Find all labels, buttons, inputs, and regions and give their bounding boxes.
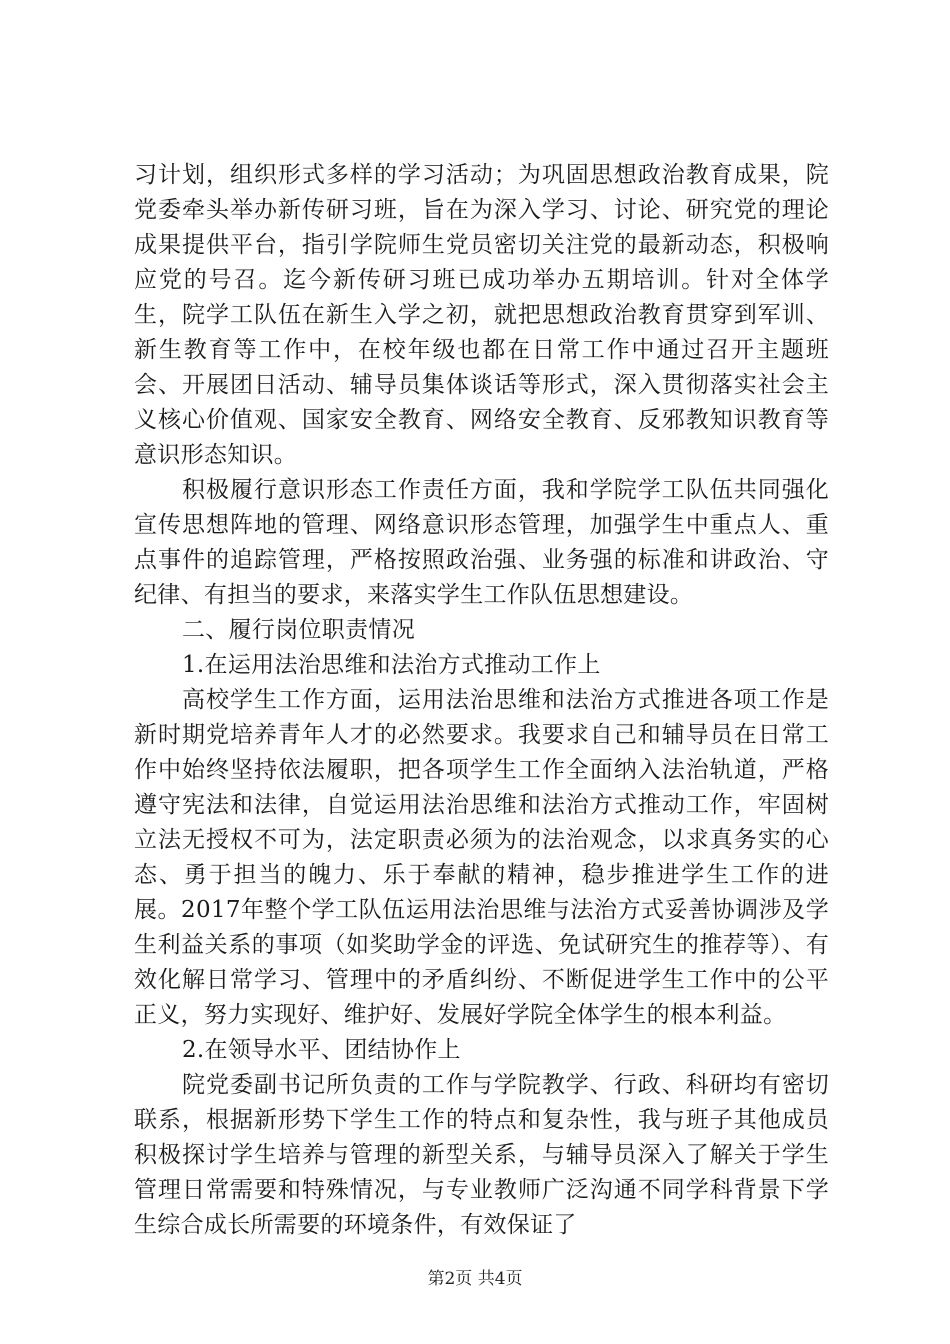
subsection-heading: 1.在运用法治思维和法治方式推动工作上 [182, 652, 601, 678]
section-heading: 二、履行岗位职责情况 [182, 617, 415, 643]
body-paragraph: 习计划，组织形式多样的学习活动；为巩固思想政治教育成果，院党委牵头举办新传研习班，旨在为深入学习、讨论、研究党的理论成果提供平台，指引学院师生党员密切关注党的最新动态，积极响应党的号召。迄今新传研习班已成功举办五期培训。针对全体学生，院学工队伍在新生入学之初，就把思想政治教育贯穿到军训、新生教育等工作中，在校年级也都在日常工作中通过召开主题班会、开展团日活动、辅导员集体谈话等形式，深入贯彻落实社会主义核心价值观、国家安全教育、网络安全教育、反邪教知识教育等意识形态知识。 [134, 162, 829, 468]
page-number-footer: 第2页 共4页 [427, 1269, 523, 1289]
body-paragraph: 高校学生工作方面，运用法治思维和法治方式推进各项工作是新时期党培养青年人才的必然要求。我要求自己和辅导员在日常工作中始终坚持依法履职，把各项学生工作全面纳入法治轨道，严格遵守宪法和法律，自觉运用法治思维和法治方式推动工作，牢固树立法无授权不可为，法定职责必须为的法治观念，以求真务实的心态、勇于担当的魄力、乐于奉献的精神，稳步推进学生工作的进展。2017年整个学工队伍运用法治思维与法治方式妥善协调涉及学生利益关系的事项（如奖助学金的评选、免试研究生的推荐等）、有效化解日常学习、管理中的矛盾纠纷、不断促进学生工作中的公平正义，努力实现好、维护好、发展好学院全体学生的根本利益。 [134, 687, 829, 1028]
document-body [134, 158, 829, 1243]
body-paragraph: 积极履行意识形态工作责任方面，我和学院学工队伍共同强化宣传思想阵地的管理、网络意识形态管理，加强学生中重点人、重点事件的追踪管理，严格按照政治强、业务强的标准和讲政治、守纪律、有担当的要求，来落实学生工作队伍思想建设。 [134, 477, 829, 608]
body-paragraph: 院党委副书记所负责的工作与学院教学、行政、科研均有密切联系，根据新形势下学生工作的特点和复杂性，我与班子其他成员积极探讨学生培养与管理的新型关系，与辅导员深入了解关于学生管理日常需要和特殊情况，与专业教师广泛沟通不同学科背景下学生综合成长所需要的环境条件，有效保证了 [134, 1072, 829, 1238]
subsection-heading: 2.在领导水平、团结协作上 [182, 1037, 461, 1063]
